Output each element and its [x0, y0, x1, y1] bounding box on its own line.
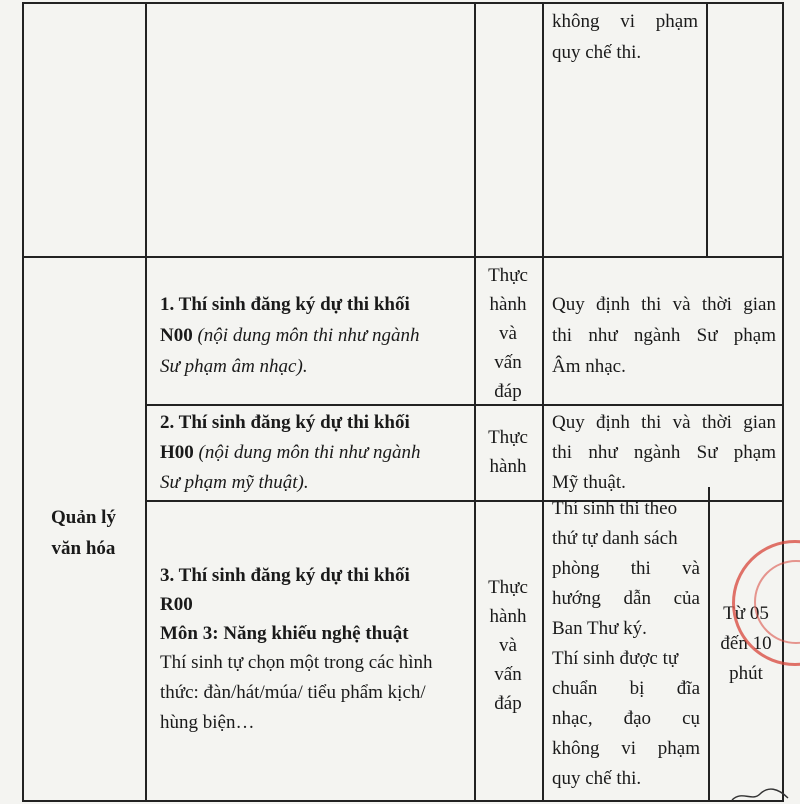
row1-rule-line-1: Quy định thi và thời gian: [552, 294, 776, 315]
top-note-line-1: không vi phạm: [552, 11, 698, 32]
row3-rule-line-2: thứ tự danh sách: [552, 528, 678, 549]
row3-rule-line-1: Thí sinh thi theo: [552, 498, 678, 519]
col-border-left: [22, 2, 24, 801]
row2-rule-line-2: thi như ngành Sư phạm: [552, 442, 776, 463]
group-label-line-2: văn hóa: [51, 538, 116, 559]
row1-italic-tail: Sư phạm âm nhạc).: [160, 356, 308, 377]
row3-method-line-2: hành: [489, 606, 527, 627]
row3-rule-line-3: phòng thi và: [552, 558, 700, 579]
row3-rule-line-7: chuẩn bị đĩa: [552, 678, 700, 699]
row1-rule-line-3: Âm nhạc.: [552, 356, 626, 377]
row3-rule-line-6: Thí sinh được tự: [552, 648, 679, 669]
row3-title-line-1: 3. Thí sinh đăng ký dự thi khối: [160, 565, 410, 586]
row1-method-line-1: Thực: [488, 265, 528, 286]
row3-time-line-1: Từ 05: [723, 603, 769, 624]
row3-rule-line-10: quy chế thi.: [552, 768, 642, 789]
table-border-top: [22, 2, 784, 4]
row2-title-line-1: 2. Thí sinh đăng ký dự thi khối: [160, 412, 410, 433]
row1-rule-line-2: thi như ngành Sư phạm: [552, 325, 776, 346]
row2-rule-line-1: Quy định thi và thời gian: [552, 412, 776, 433]
table-border-bottom: [22, 800, 784, 802]
signature-mark: [730, 786, 790, 804]
row3-time-line-2: đến 10: [720, 633, 772, 654]
row2-block-code: H00: [160, 442, 194, 463]
group-label-line-1: Quản lý: [51, 507, 116, 528]
row3-method-line-3: và: [499, 635, 517, 656]
row1-block-code: N00: [160, 325, 193, 346]
row2-rule-line-3: Mỹ thuật.: [552, 472, 626, 493]
col-divider-3: [542, 2, 544, 801]
row1-title-line-2: [160, 320, 419, 351]
row-divider-top: [22, 256, 784, 258]
row1-method-line-4: vấn: [494, 352, 522, 373]
col-divider-4-top: [706, 2, 708, 257]
row1-italic-part: (nội dung môn thi như ngành: [197, 325, 420, 346]
row2-method-line-2: hành: [489, 456, 527, 477]
row3-rule-line-5: Ban Thư ký.: [552, 618, 647, 639]
row1-method-line-2: hành: [489, 294, 527, 315]
row2-title-line-2: [160, 437, 421, 468]
row3-method-line-1: Thực: [488, 577, 528, 598]
row3-rule-line-9: không vi phạm: [552, 738, 700, 759]
row1-title-line-1: 1. Thí sinh đăng ký dự thi khối: [160, 294, 410, 315]
row3-method-line-4: vấn: [494, 664, 522, 685]
row3-title-line-2: R00: [160, 594, 193, 615]
row3-subject: Môn 3: Năng khiếu nghệ thuật: [160, 623, 409, 644]
row-divider-h00: [145, 500, 784, 502]
row3-rule-line-4: hướng dẫn của: [552, 588, 700, 609]
row2-method-line-1: Thực: [488, 427, 528, 448]
row3-desc-line-2: thức: đàn/hát/múa/ tiểu phẩm kịch/: [160, 682, 426, 703]
row2-italic-tail: Sư phạm mỹ thuật).: [160, 472, 309, 493]
row3-desc-line-1: Thí sinh tự chọn một trong các hình: [160, 652, 433, 673]
col-divider-1: [145, 2, 147, 801]
row1-method-line-3: và: [499, 323, 517, 344]
row3-time-line-3: phút: [729, 663, 763, 684]
top-note-line-2: quy chế thi.: [552, 42, 642, 63]
row3-desc-line-3: hùng biện…: [160, 712, 255, 733]
row1-method-line-5: đáp: [494, 381, 522, 402]
row3-method-line-5: đáp: [494, 693, 522, 714]
row2-italic-part: (nội dung môn thi như ngành: [198, 442, 421, 463]
row-divider-n00: [145, 404, 784, 406]
row3-rule-line-8: nhạc, đạo cụ: [552, 708, 700, 729]
